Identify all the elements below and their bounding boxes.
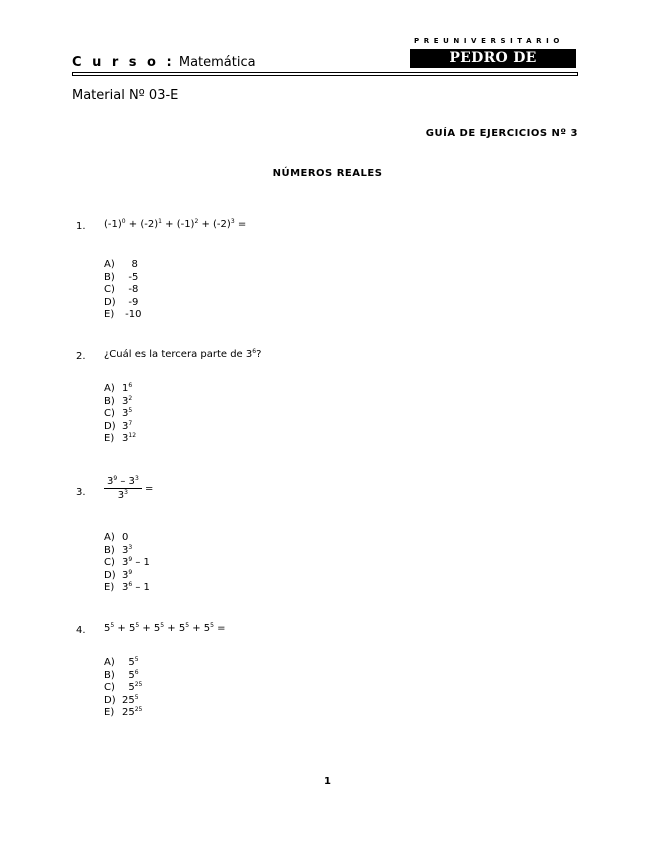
page-number: 1 [324, 776, 331, 787]
option-list [104, 383, 136, 446]
guide-title: GUÍA DE EJERCICIOS Nº 3 [425, 128, 578, 139]
option-item: E) -10 [104, 309, 142, 320]
question-number: 2. [76, 351, 86, 362]
option-item: A) 8 [104, 259, 138, 270]
option-item: A) 0 [104, 532, 129, 543]
option-list [104, 259, 142, 322]
fraction-denominator: $3^3$ [117, 489, 128, 501]
option-item: D) $3^7$ [104, 419, 133, 432]
question-number: 3. [76, 487, 86, 498]
header-rule [72, 72, 578, 76]
question-text: ¿Cuál es la tercera parte de $3^6$? [104, 348, 262, 360]
option-item: B) $3^3$ [104, 543, 133, 556]
option-item: B) -5 [104, 271, 139, 283]
option-item: C) $3^9 - 1$ [104, 556, 150, 568]
option-item: C) $3^5$ [104, 407, 133, 419]
material-code: Material Nº 03-E [72, 88, 179, 103]
page-title: NÚMEROS REALES [272, 168, 383, 179]
option-list [104, 532, 150, 595]
option-item: C) -8 [104, 284, 139, 295]
option-item: C) $5^{25}$ [104, 681, 143, 693]
question-number: 1. [76, 221, 86, 232]
option-item: D) $25^5$ [104, 693, 139, 706]
option-item: E) $25^{25}$ [104, 706, 143, 718]
option-item: A) $1^6$ [104, 382, 133, 394]
course-label [72, 55, 256, 70]
option-item: B) $3^2$ [104, 394, 133, 407]
option-list [104, 657, 142, 720]
question-text: $5^5 + 5^5 + 5^5 + 5^5 + 5^5$ = [104, 622, 226, 634]
option-item: D) -9 [104, 296, 139, 308]
option-item: E) $3^{12}$ [104, 432, 137, 444]
course-label-value: Matemática [178, 55, 256, 70]
brand-logo: PEDRO DE VALDIVIA [410, 49, 576, 68]
fraction [104, 476, 142, 501]
option-item: B) $5^6$ [104, 668, 139, 681]
brand-tagline: PREUNIVERSITARIO [414, 37, 564, 45]
fraction-numerator: $3^9 - 3^3$ [104, 476, 142, 489]
question-text [104, 476, 153, 501]
option-item: A) $5^5$ [104, 656, 139, 668]
course-label-key: C u r s o : [72, 55, 175, 70]
equals-sign: = [144, 483, 154, 495]
option-item: E) $3^6 - 1$ [104, 581, 150, 593]
option-item: D) $3^9$ [104, 568, 133, 581]
question-number: 4. [76, 625, 86, 636]
question-text: $(-1)^0 + (-2)^1 + (-1)^2 + (-2)^3$ = [104, 218, 247, 230]
